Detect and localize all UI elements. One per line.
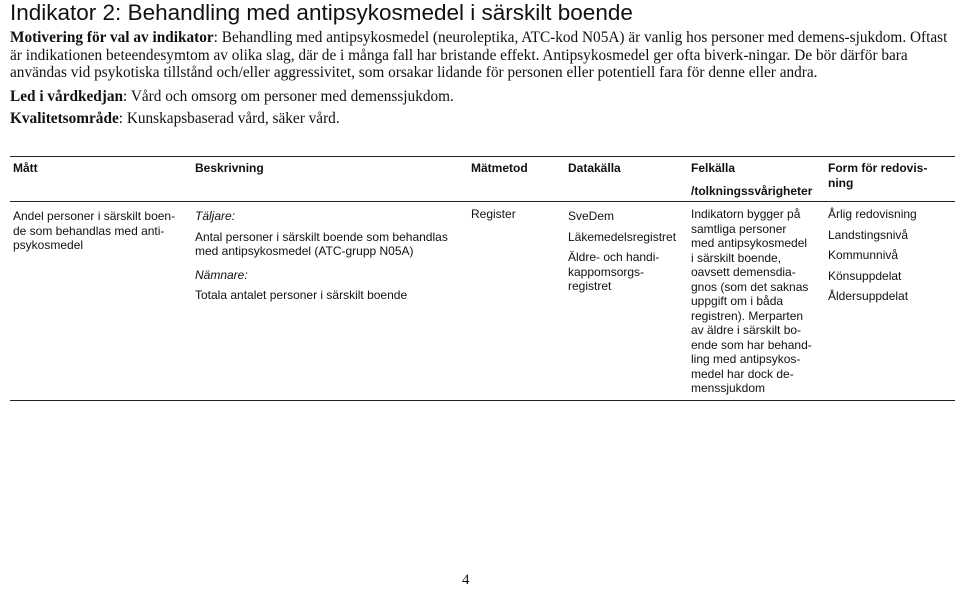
cell-line: Åldersuppdelat xyxy=(828,289,909,303)
cell-line: Läkemedelsregistret xyxy=(568,229,677,244)
quality-area-paragraph xyxy=(10,110,955,128)
page-title: Indikator 2: Behandling med antipsykosmedel i särskilt boende xyxy=(10,0,633,25)
guideline-text: : Vård och omsorg om personer med demenssjukdom. xyxy=(123,87,454,105)
cell-line: Indikatorn bygger på xyxy=(691,207,801,221)
motivation-label: Motivering för val av indikator xyxy=(10,29,214,46)
cell-line: uppgift om i båda xyxy=(691,294,784,308)
table-header-row xyxy=(10,157,955,202)
namnare-label: Nämnare: xyxy=(195,267,248,282)
cell-line: av äldre i särskilt bo- xyxy=(691,323,802,337)
quality-area-label: Kvalitetsområde xyxy=(10,110,119,127)
cell-line: kappomsorgs- xyxy=(568,264,645,279)
intro-section xyxy=(10,29,955,128)
namnare-text: Totala antalet personer i särskilt boende xyxy=(195,288,408,302)
header-matmetod: Mätmetod xyxy=(471,161,528,175)
cell-felkalla xyxy=(688,202,825,401)
indicator-table xyxy=(10,156,955,401)
cell-line: registren). Merparten xyxy=(691,308,804,323)
taljare-label: Täljare: xyxy=(195,209,236,223)
cell-beskrivning xyxy=(192,202,468,401)
cell-line: samtliga personer xyxy=(691,221,787,236)
header-felkalla xyxy=(688,157,825,202)
cell-line: de som behandlas med anti- xyxy=(13,223,165,238)
cell-line: med antipsykosmedel xyxy=(691,236,808,250)
cell-line: oavsett demensdia- xyxy=(691,265,796,279)
cell-line: psykosmedel xyxy=(13,238,84,252)
cell-form xyxy=(825,202,955,401)
header-felkalla-line2: /tolkningssvårigheter xyxy=(691,183,813,198)
quality-area-text: : Kunskapsbaserad vård, säker vård. xyxy=(118,110,340,127)
cell-matt xyxy=(10,202,192,401)
cell-line: ling med antipsykos- xyxy=(691,352,801,366)
cell-line: Äldre- och handi- xyxy=(568,250,660,264)
motivation-paragraph xyxy=(10,29,955,82)
document-page xyxy=(10,0,955,395)
header-form-line1: Form för redovis- xyxy=(828,161,928,175)
header-matt: Mått xyxy=(13,161,38,175)
header-felkalla-line1: Felkälla xyxy=(691,161,736,175)
cell-line: ende som har behand- xyxy=(691,337,812,352)
cell-line: Årlig redovisning xyxy=(828,207,917,221)
cell-line: Kommunnivå xyxy=(828,248,899,262)
header-form-line2: ning xyxy=(828,175,854,190)
cell-line: registret xyxy=(568,279,612,293)
cell-datakalla xyxy=(565,202,688,401)
guideline-paragraph xyxy=(10,88,955,106)
cell-line: Landstingsnivå xyxy=(828,227,909,242)
cell-line: medel har dock de- xyxy=(691,366,794,381)
cell-line: i särskilt boende, xyxy=(691,250,782,265)
taljare-line: Antal personer i särskilt boende som behandlas xyxy=(195,229,448,244)
guideline-label: Led i vårdkedjan xyxy=(10,87,124,105)
header-datakalla: Datakälla xyxy=(568,161,621,175)
header-beskrivning: Beskrivning xyxy=(195,161,264,175)
cell-line: Könsuppdelat xyxy=(828,268,902,283)
table-row xyxy=(10,202,955,401)
motivation-text: : Behandling med antipsykosmedel (neuroleptika, ATC-kod N05A) är vanlig hos personer med demens-sjukdom. Oftast är indikationen beteendesymtom av olika slag, där de i många fall har bristande effekt. Antipsykosmedel ger ofta biverk-ningar. De bör därför bara användas vid psykotiska tillstånd och/eller aggressivitet, som orsakar lidande för personen eller potentiell fara för denne eller andra. xyxy=(10,29,948,81)
header-form xyxy=(825,157,955,202)
taljare-line: med antipsykosmedel (ATC-grupp N05A) xyxy=(195,244,414,258)
cell-line: SveDem xyxy=(568,209,615,223)
page-number: 4 xyxy=(462,572,470,588)
cell-line: gnos (som det saknas xyxy=(691,279,809,294)
cell-matmetod: Register xyxy=(471,207,516,221)
cell-line: menssjukdom xyxy=(691,381,766,395)
cell-line: Andel personer i särskilt boen- xyxy=(13,209,176,223)
